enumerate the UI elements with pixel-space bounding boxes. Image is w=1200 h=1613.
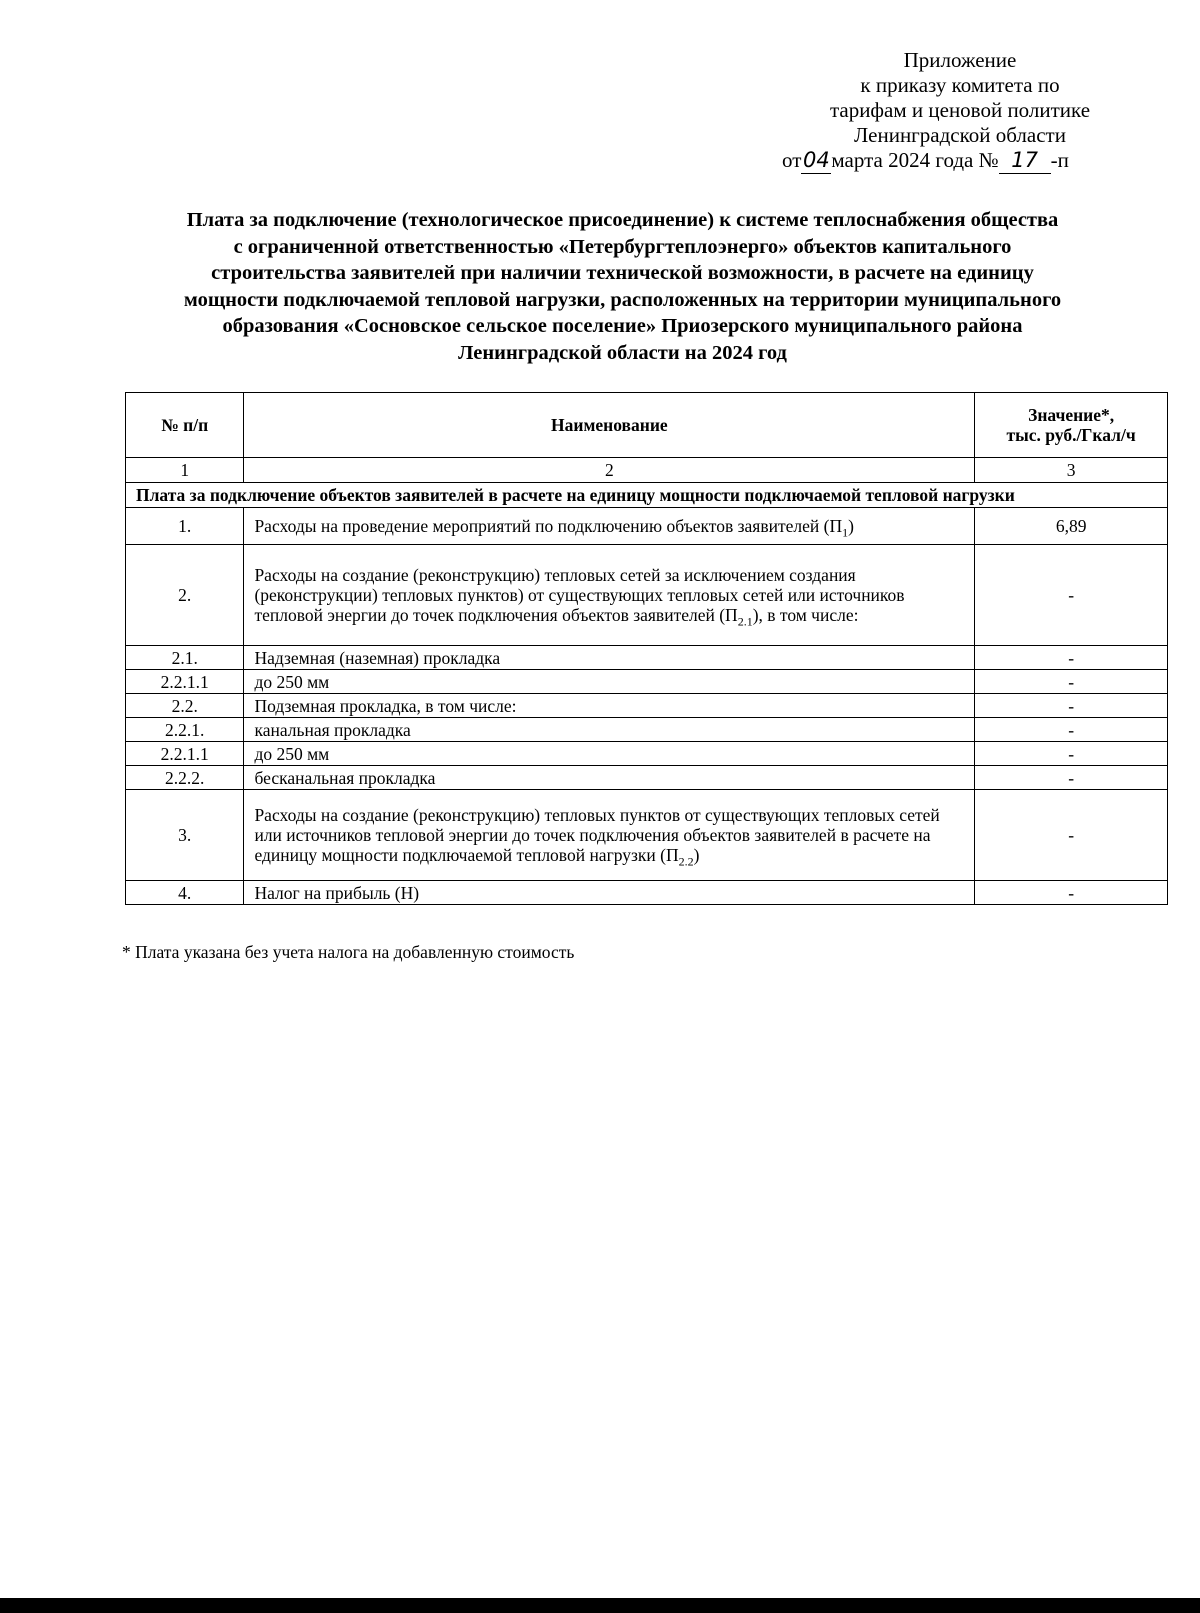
- row-name: Надземная (наземная) прокладка: [244, 646, 975, 670]
- row-name: до 250 мм: [244, 670, 975, 694]
- section-title: Плата за подключение объектов заявителей в расчете на единицу мощности подключаемой тепловой нагрузки: [126, 483, 1168, 508]
- row-num: 2.2.2.: [126, 766, 244, 790]
- row-name: Подземная прокладка, в том числе:: [244, 694, 975, 718]
- row-value: -: [975, 766, 1168, 790]
- date-rest: марта 2024 года №: [831, 148, 999, 172]
- row-name: канальная прокладка: [244, 718, 975, 742]
- date-prefix: от: [782, 148, 802, 172]
- row-value: -: [975, 742, 1168, 766]
- row-num: 4.: [126, 881, 244, 905]
- header-value-line2: тыс. руб./Гкал/ч: [1006, 425, 1136, 445]
- row-value: 6,89: [975, 508, 1168, 545]
- row-name: до 250 мм: [244, 742, 975, 766]
- header-value-line1: Значение*,: [1028, 405, 1115, 425]
- handwritten-order-number: 17: [999, 148, 1051, 174]
- row-value: -: [975, 694, 1168, 718]
- row-value: -: [975, 790, 1168, 881]
- row-value: -: [975, 718, 1168, 742]
- row-name: Расходы на проведение мероприятий по подключению объектов заявителей $(П_1)$: [244, 508, 975, 545]
- row-value: -: [975, 545, 1168, 646]
- tariff-table: [125, 392, 1168, 905]
- header-name: Наименование: [244, 393, 975, 458]
- row-name: бесканальная прокладка: [244, 766, 975, 790]
- table-row: [126, 790, 1168, 881]
- table-row: [126, 508, 1168, 545]
- table-row: [126, 646, 1168, 670]
- row-num: 2.2.: [126, 694, 244, 718]
- appendix-region: Ленинградской области: [854, 123, 1066, 147]
- row-num: 2.1.: [126, 646, 244, 670]
- title-line: Ленинградской области на 2024 год: [458, 341, 787, 364]
- title-line: мощности подключаемой тепловой нагрузки, расположенных на территории муниципального: [183, 288, 1062, 311]
- order-date-line: [760, 148, 1160, 174]
- title-line: Плата за подключение (технологическое присоединение) к системе теплоснабжения общества: [186, 209, 1059, 231]
- column-index: 3: [975, 458, 1168, 483]
- title-line: строительства заявителей при наличии технической возможности, в расчете на единицу: [211, 262, 1034, 284]
- row-value: -: [975, 670, 1168, 694]
- row-name: Расходы на создание (реконструкцию) тепловых сетей за исключением создания (реконструкции) тепловых пунктов) от существующих тепловых сетей или источников тепловой энергии до точек подключения объектов заявителей $(П_{2.1})$, в том числе:: [244, 545, 975, 646]
- scan-edge-bar: [0, 1598, 1200, 1613]
- appendix-header: [760, 48, 1160, 174]
- row-name: Расходы на создание (реконструкцию) тепловых пунктов от существующих тепловых сетей или источников тепловой энергии до точек подключения объектов заявителей в расчете на единицу мощности подключаемой тепловой нагрузки $(П_{2.2})$: [244, 790, 975, 881]
- table-row: [126, 881, 1168, 905]
- row-value: -: [975, 881, 1168, 905]
- appendix-committee: тарифам и ценовой политике: [829, 98, 1091, 122]
- appendix-order-ref: к приказу комитета по: [860, 73, 1060, 97]
- table-row: [126, 694, 1168, 718]
- table-row: [126, 766, 1168, 790]
- row-num: 1.: [126, 508, 244, 545]
- title-line: с ограниченной ответственностью «Петербургтеплоэнерго» объектов капитального: [233, 235, 1012, 258]
- header-num: № п/п: [126, 393, 244, 458]
- document-title: [90, 207, 1155, 366]
- row-num: 3.: [126, 790, 244, 881]
- section-row: [126, 483, 1168, 508]
- row-num: 2.: [126, 545, 244, 646]
- column-index: 2: [244, 458, 975, 483]
- row-num: 2.2.1.1: [126, 670, 244, 694]
- order-suffix: -п: [1050, 148, 1069, 172]
- column-index-row: [126, 458, 1168, 483]
- table-row: [126, 670, 1168, 694]
- column-index: 1: [126, 458, 244, 483]
- row-name: Налог на прибыль (Н): [244, 881, 975, 905]
- row-value: -: [975, 646, 1168, 670]
- title-line: образования «Сосновское сельское поселение» Приозерского муниципального района: [222, 315, 1023, 337]
- table-row: [126, 545, 1168, 646]
- footnote: * Плата указана без учета налога на добавленную стоимость: [122, 942, 575, 962]
- appendix-label: Приложение: [903, 48, 1017, 72]
- row-num: 2.2.1.: [126, 718, 244, 742]
- table-header-row: [126, 393, 1168, 458]
- table-row: [126, 742, 1168, 766]
- handwritten-day: 04: [803, 148, 830, 172]
- row-num: 2.2.1.1: [126, 742, 244, 766]
- header-value: [975, 393, 1168, 458]
- table-row: [126, 718, 1168, 742]
